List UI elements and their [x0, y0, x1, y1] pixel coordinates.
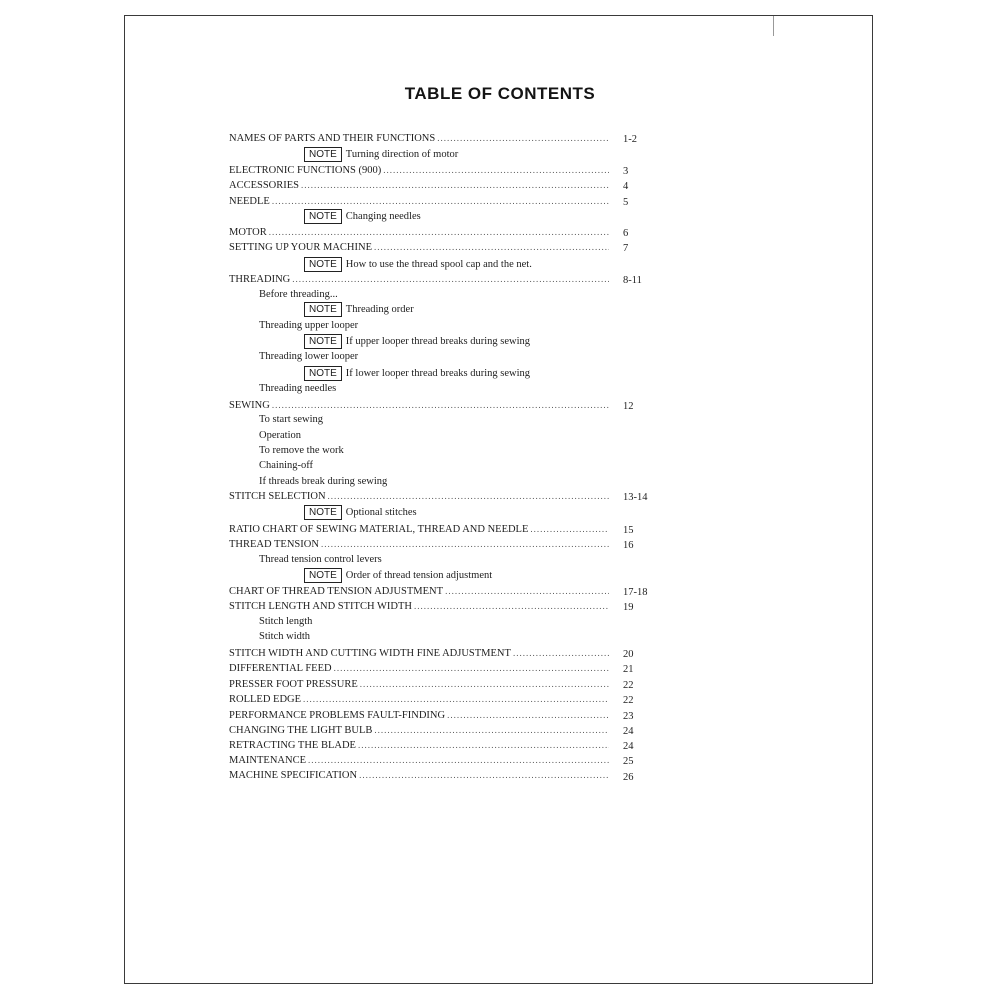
- leader-dots: [383, 163, 609, 178]
- toc-page-number: 4: [623, 181, 629, 192]
- toc-note: NOTE Order of thread tension adjustment: [304, 568, 492, 583]
- toc-note: NOTE Changing needles: [304, 209, 421, 224]
- toc-page-number: 16: [623, 540, 634, 551]
- toc-entry: PRESSER FOOT PRESSURE .....: [229, 677, 609, 692]
- toc-entry: THREAD TENSION .....: [229, 537, 609, 552]
- leader-dots: [414, 599, 609, 614]
- note-label: NOTE: [304, 257, 342, 272]
- toc-entry: CHART OF THREAD TENSION ADJUSTMENT .....: [229, 584, 609, 599]
- toc-entry: CHANGING THE LIGHT BULB .....: [229, 723, 609, 738]
- toc-subentry: Before threading...: [259, 289, 338, 300]
- toc-entry: STITCH WIDTH AND CUTTING WIDTH FINE ADJUSTMENT .....: [229, 646, 609, 661]
- toc-entry: NAMES OF PARTS AND THEIR FUNCTIONS .....: [229, 131, 609, 146]
- toc-subentry: To start sewing: [259, 414, 324, 425]
- toc-page-number: 3: [623, 166, 629, 177]
- toc-page-number: 25: [623, 756, 634, 767]
- toc-note: NOTE If upper looper thread breaks during sewing: [304, 334, 530, 349]
- leader-dots: [437, 131, 609, 146]
- toc-note: NOTE Threading order: [304, 302, 414, 317]
- toc-page-number: 24: [623, 741, 634, 752]
- toc-page-number: 20: [623, 649, 634, 660]
- toc-note: NOTE How to use the thread spool cap and the net.: [304, 257, 532, 272]
- toc-page-number: 13-14: [623, 492, 648, 503]
- toc-page-number: 19: [623, 602, 634, 613]
- toc-entry: STITCH LENGTH AND STITCH WIDTH .....: [229, 599, 609, 614]
- leader-dots: [513, 646, 609, 661]
- toc-entry: MAINTENANCE .....: [229, 753, 609, 768]
- leader-dots: [269, 225, 609, 240]
- toc-subentry: Threading upper looper: [259, 320, 359, 331]
- toc-subentry: Stitch width: [259, 631, 311, 642]
- toc-entry: RETRACTING THE BLADE .....: [229, 738, 609, 753]
- toc-page-number: 17-18: [623, 587, 648, 598]
- leader-dots: [328, 489, 609, 504]
- leader-dots: [360, 677, 609, 692]
- toc-entry: MACHINE SPECIFICATION .....: [229, 768, 609, 783]
- toc-page-number: 12: [623, 401, 634, 412]
- note-label: NOTE: [304, 209, 342, 224]
- toc-note: NOTE Optional stitches: [304, 505, 417, 520]
- toc-subentry: Chaining-off: [259, 460, 314, 471]
- toc-subentry: Thread tension control levers: [259, 554, 382, 565]
- note-label: NOTE: [304, 568, 342, 583]
- toc-subentry: Threading needles: [259, 383, 337, 394]
- note-label: NOTE: [304, 147, 342, 162]
- toc-page-number: 22: [623, 680, 634, 691]
- leader-dots: [272, 194, 609, 209]
- leader-dots: [445, 584, 609, 599]
- leader-dots: [374, 723, 609, 738]
- leader-dots: [334, 661, 609, 676]
- toc-page-number: 15: [623, 525, 634, 536]
- note-label: NOTE: [304, 366, 342, 381]
- toc-page-number: 23: [623, 711, 634, 722]
- note-label: NOTE: [304, 302, 342, 317]
- toc-entry: STITCH SELECTION .....: [229, 489, 609, 504]
- toc-page-number: 8-11: [623, 275, 642, 286]
- page-title: TABLE OF CONTENTS: [404, 84, 596, 103]
- toc-entry: THREADING .....: [229, 272, 609, 287]
- toc-entry: DIFFERENTIAL FEED .....: [229, 661, 609, 676]
- toc-subentry: Operation: [259, 430, 301, 441]
- note-label: NOTE: [304, 334, 342, 349]
- toc-page-number: 26: [623, 772, 634, 783]
- toc-entry: SEWING .....: [229, 398, 609, 413]
- note-label: NOTE: [304, 505, 342, 520]
- toc-page-number: 7: [623, 243, 629, 254]
- leader-dots: [321, 537, 609, 552]
- toc-entry: MOTOR .....: [229, 225, 609, 240]
- toc-page-number: 21: [623, 664, 634, 675]
- toc-page-number: 1-2: [623, 134, 637, 145]
- leader-dots: [272, 398, 609, 413]
- toc-note: NOTE Turning direction of motor: [304, 147, 458, 162]
- toc-subentry: If threads break during sewing: [259, 476, 388, 487]
- toc-entry: ROLLED EDGE .....: [229, 692, 609, 707]
- toc-entry: RATIO CHART OF SEWING MATERIAL, THREAD AND NEEDLE .....: [229, 522, 609, 537]
- leader-dots: [374, 240, 609, 255]
- toc-subentry: Threading lower looper: [259, 351, 359, 362]
- toc-entry: NEEDLE .....: [229, 194, 609, 209]
- leader-dots: [308, 753, 609, 768]
- toc-page-number: 22: [623, 695, 634, 706]
- leader-dots: [447, 708, 609, 723]
- toc-page-number: 24: [623, 726, 634, 737]
- toc-entry: ELECTRONIC FUNCTIONS (900) .....: [229, 163, 609, 178]
- toc-entry: PERFORMANCE PROBLEMS FAULT-FINDING .....: [229, 708, 609, 723]
- toc-page-number: 6: [623, 228, 629, 239]
- toc-entry: ACCESSORIES .....: [229, 178, 609, 193]
- leader-dots: [303, 692, 609, 707]
- leader-dots: [530, 522, 609, 537]
- toc-subentry: To remove the work: [259, 445, 344, 456]
- leader-dots: [359, 768, 609, 783]
- leader-dots: [301, 178, 609, 193]
- toc-page-number: 5: [623, 197, 629, 208]
- leader-dots: [358, 738, 609, 753]
- leader-dots: [292, 272, 609, 287]
- toc-subentry: Stitch length: [259, 616, 313, 627]
- toc-entry: SETTING UP YOUR MACHINE .....: [229, 240, 609, 255]
- toc-note: NOTE If lower looper thread breaks during sewing: [304, 366, 530, 381]
